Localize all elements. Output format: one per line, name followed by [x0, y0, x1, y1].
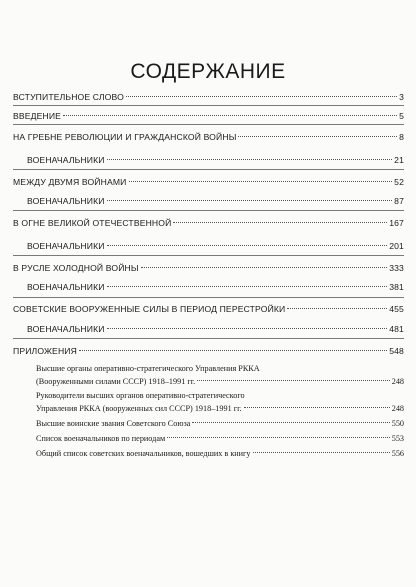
toc-entry-label: ПРИЛОЖЕНИЯ	[13, 346, 77, 356]
appendix-item-page: 550	[391, 419, 404, 428]
toc-entry-revolution[interactable]	[13, 132, 404, 142]
toc-entry-page: 167	[389, 218, 404, 228]
divider	[13, 169, 404, 170]
toc-subentry-commanders[interactable]	[27, 196, 404, 206]
divider	[13, 338, 404, 339]
dot-leader	[107, 159, 393, 160]
toc-entry-cold-war[interactable]	[13, 263, 404, 273]
toc-entry-label: В РУСЛЕ ХОЛОДНОЙ ВОЙНЫ	[13, 263, 139, 273]
dot-leader	[107, 245, 388, 246]
appendix-item[interactable]	[36, 434, 404, 443]
dot-leader	[192, 422, 389, 423]
divider	[13, 297, 404, 298]
dot-leader	[126, 96, 397, 97]
toc-entry-label: ВСТУПИТЕЛЬНОЕ СЛОВО	[13, 92, 124, 102]
toc-entry-label: ВОЕНАЧАЛЬНИКИ	[27, 241, 105, 251]
toc-entry-perestroika[interactable]	[13, 304, 404, 314]
toc-entry-page: 52	[394, 177, 404, 187]
dot-leader	[107, 286, 388, 287]
toc-entry-label: ВОЕНАЧАЛЬНИКИ	[27, 282, 105, 292]
toc-entry-page: 3	[399, 92, 404, 102]
toc-entry-label: МЕЖДУ ДВУМЯ ВОЙНАМИ	[13, 177, 127, 187]
toc-entry-appendices[interactable]	[13, 346, 404, 356]
appendix-item-line1[interactable]: Руководители высших органов оперативно-стратегического	[36, 391, 245, 400]
dot-leader	[63, 115, 397, 116]
toc-subentry-commanders[interactable]	[27, 324, 404, 334]
dot-leader	[129, 181, 393, 182]
toc-entry-page: 87	[394, 196, 404, 206]
toc-entry-page: 201	[389, 241, 404, 251]
toc-entry-page: 455	[389, 304, 404, 314]
appendix-item[interactable]	[36, 419, 404, 428]
toc-subentry-commanders[interactable]	[27, 282, 404, 292]
divider	[13, 255, 404, 256]
appendix-item[interactable]	[36, 377, 404, 386]
toc-subentry-commanders[interactable]	[27, 155, 404, 165]
toc-entry-intro-word[interactable]	[13, 92, 404, 102]
dot-leader	[253, 452, 390, 453]
dot-leader	[173, 222, 387, 223]
appendix-item-page: 553	[391, 434, 404, 443]
appendix-item[interactable]	[36, 404, 404, 413]
toc-entry-label: СОВЕТСКИЕ ВООРУЖЕННЫЕ СИЛЫ В ПЕРИОД ПЕРЕСТРОЙКИ	[13, 304, 286, 314]
divider	[13, 105, 404, 106]
appendix-item-page: 248	[391, 404, 404, 413]
appendix-item-label: Список военачальников по периодам	[36, 434, 166, 443]
toc-entry-label: В ОГНЕ ВЕЛИКОЙ ОТЕЧЕСТВЕННОЙ	[13, 218, 172, 228]
appendix-item-label: Управления РККА (вооруженных сил СССР) 1918–1991 гг.	[36, 404, 242, 413]
toc-entry-great-patriotic[interactable]	[13, 218, 404, 228]
dot-leader	[141, 267, 388, 268]
toc-entry-label: ВОЕНАЧАЛЬНИКИ	[27, 324, 105, 334]
appendix-item-page: 556	[391, 449, 404, 458]
toc-entry-page: 333	[389, 263, 404, 273]
dot-leader	[79, 350, 387, 351]
toc-entry-page: 8	[399, 132, 404, 142]
toc-entry-page: 481	[389, 324, 404, 334]
appendix-item[interactable]	[36, 449, 404, 458]
appendix-item-label: Общий список советских военачальников, вошедших в книгу	[36, 449, 251, 458]
toc-entry-between-wars[interactable]	[13, 177, 404, 187]
toc-entry-page: 21	[394, 155, 404, 165]
appendix-item-label: Высшие воинские звания Советского Союза	[36, 419, 191, 428]
toc-entry-page: 5	[399, 111, 404, 121]
toc-subentry-commanders[interactable]	[27, 241, 404, 251]
appendix-item-line1[interactable]: Высшие органы оперативно-стратегического Управления РККА	[36, 364, 260, 373]
toc-entry-page: 381	[389, 282, 404, 292]
appendix-item-label: (Вооруженными силами СССР) 1918–1991 гг.	[36, 377, 196, 386]
toc-entry-label: ВОЕНАЧАЛЬНИКИ	[27, 155, 105, 165]
dot-leader	[197, 380, 390, 381]
appendix-item-page: 248	[391, 377, 404, 386]
dot-leader	[167, 437, 390, 438]
toc-entry-page: 548	[389, 346, 404, 356]
divider	[13, 210, 404, 211]
toc-entry-label: ВВЕДЕНИЕ	[13, 111, 62, 121]
dot-leader	[107, 328, 388, 329]
divider	[13, 124, 404, 125]
toc-entry-label: ВОЕНАЧАЛЬНИКИ	[27, 196, 105, 206]
dot-leader	[238, 136, 397, 137]
page-title: СОДЕРЖАНИЕ	[130, 60, 286, 83]
toc-entry-label: НА ГРЕБНЕ РЕВОЛЮЦИИ И ГРАЖДАНСКОЙ ВОЙНЫ	[13, 132, 237, 142]
dot-leader	[107, 200, 393, 201]
dot-leader	[244, 407, 390, 408]
dot-leader	[287, 308, 387, 309]
toc-entry-introduction[interactable]	[13, 111, 404, 121]
